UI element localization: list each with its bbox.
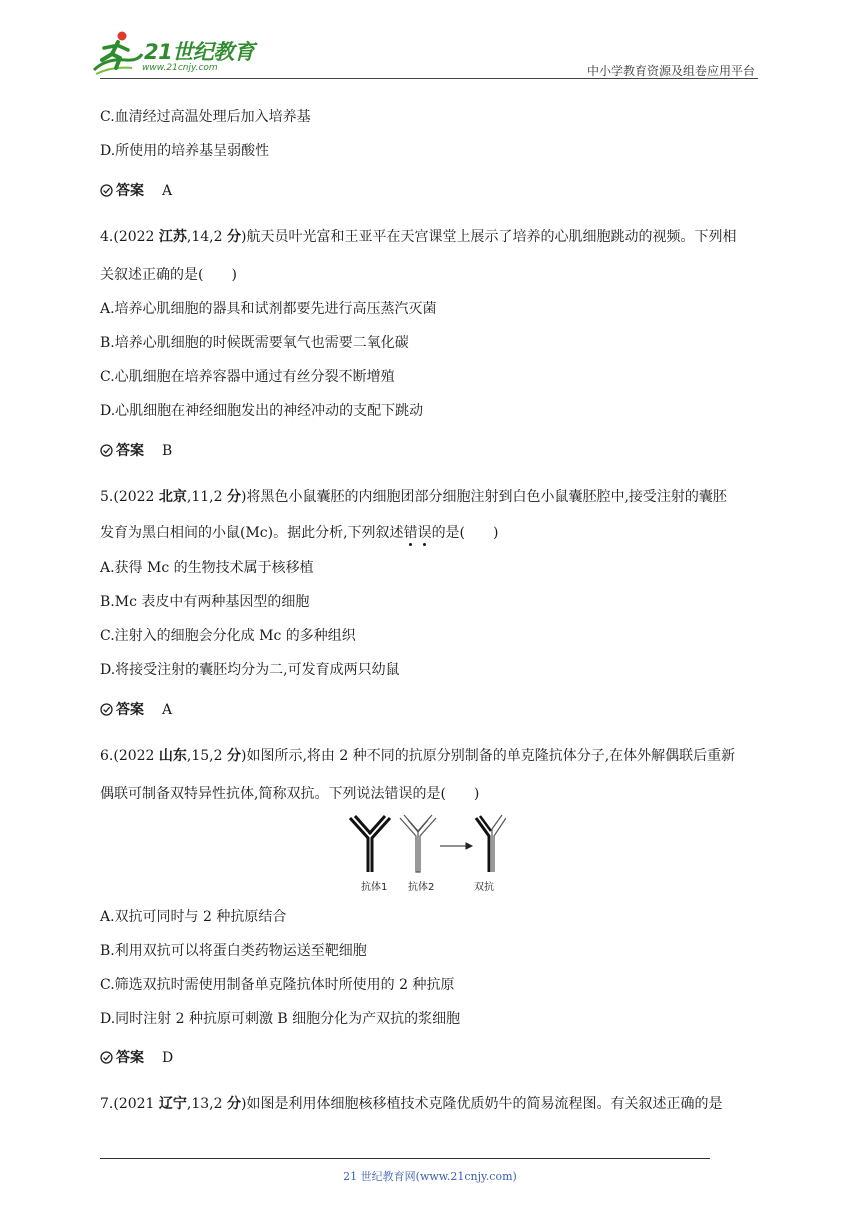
q6-stem-line2: 偶联可制备双特异性抗体,简称双抗。下列说法错误的是( ) xyxy=(100,786,480,802)
q4-stem-line1: 4.(2022 江苏,14,2 分)航天员叶光富和王亚平在天宫课堂上展示了培养的心肌细胞跳动的视频。下列相 xyxy=(100,229,737,245)
q3-option-d: D.所使用的培养基呈弱酸性 xyxy=(100,143,270,159)
q4-answer xyxy=(100,440,172,460)
q7-region: 辽宁 xyxy=(158,1096,187,1112)
q5-option-b: B.Mc 表皮中有两种基因型的细胞 xyxy=(100,594,310,610)
q6-option-d: D.同时注射 2 种抗原可刺激 B 细胞分化为产双抗的浆细胞 xyxy=(100,1011,461,1027)
figure-label-antibody-1: 抗体1 xyxy=(361,882,388,893)
q5-option-d: D.将接受注射的囊胚均分为二,可发育成两只幼鼠 xyxy=(100,662,400,678)
q6-option-a: A.双抗可同时与 2 种抗原结合 xyxy=(100,909,287,925)
answer-value: A xyxy=(162,702,173,718)
antibody-figure xyxy=(346,812,506,894)
answer-value: A xyxy=(162,183,173,199)
antibody-diagram xyxy=(346,812,506,878)
figure-label-bispecific: 双抗 xyxy=(474,882,494,893)
runner-icon xyxy=(92,30,144,76)
answer-label: 答案 xyxy=(116,443,144,459)
answer-label: 答案 xyxy=(116,702,144,718)
q4-stem-line2: 关叙述正确的是( ) xyxy=(100,267,237,283)
answer-label: 答案 xyxy=(116,1050,144,1066)
q5-region: 北京 xyxy=(158,489,187,505)
antibody-2-shape xyxy=(400,815,436,872)
answer-value: D xyxy=(162,1050,174,1066)
q5-option-c: C.注射入的细胞会分化成 Mc 的多种组织 xyxy=(100,628,356,644)
q5-option-a: A.获得 Mc 的生物技术属于核移植 xyxy=(100,560,314,576)
header-divider xyxy=(100,78,758,79)
page-header xyxy=(0,0,860,90)
answer-value: B xyxy=(162,443,173,459)
site-logo[interactable] xyxy=(92,30,262,80)
footer-link[interactable]: 21 世纪教育网(www.21cnjy.com) xyxy=(343,1170,517,1183)
bispecific-antibody-shape xyxy=(476,815,506,872)
q4-option-d: D.心肌细胞在神经细胞发出的神经冲动的支配下跳动 xyxy=(100,403,424,419)
emphasis-char: 误 xyxy=(417,525,432,541)
q6-option-b: B.利用双抗可以将蛋白类药物运送至靶细胞 xyxy=(100,943,367,959)
q6-answer xyxy=(100,1047,173,1067)
answer-label: 答案 xyxy=(116,183,144,199)
q4-option-b: B.培养心肌细胞的时候既需要氧气也需要二氧化碳 xyxy=(100,335,409,351)
q6-stem-line1: 6.(2022 山东,15,2 分)如图所示,将由 2 种不同的抗原分别制备的单克隆抗体分子,在体外解偶联后重新 xyxy=(100,748,736,764)
platform-title: 中小学教育资源及组卷应用平台 xyxy=(586,64,755,78)
q5-answer xyxy=(100,699,172,719)
q4-option-c: C.心肌细胞在培养容器中通过有丝分裂不断增殖 xyxy=(100,369,395,385)
q5-stem-line2: 发育为黑白相间的小鼠(Mc)。据此分析,下列叙述错误的是( ) xyxy=(100,525,499,541)
q7-stem-line1: 7.(2021 辽宁,13,2 分)如图是利用体细胞核移植技术克隆优质奶牛的简易流程图。有关叙述正确的是 xyxy=(100,1096,723,1112)
answer-check-icon xyxy=(100,184,113,197)
q6-option-c: C.筛选双抗时需使用制备单克隆抗体时所使用的 2 种抗原 xyxy=(100,977,455,993)
answer-check-icon xyxy=(100,703,113,716)
q3-answer xyxy=(100,180,172,200)
logo-text: 21世纪教育 xyxy=(144,40,255,64)
figure-label-antibody-2: 抗体2 xyxy=(408,882,435,893)
answer-check-icon xyxy=(100,1051,113,1064)
q4-region: 江苏 xyxy=(158,229,187,245)
arrow-icon xyxy=(440,843,472,849)
footer-divider xyxy=(100,1158,710,1159)
q4-option-a: A.培养心肌细胞的器具和试剂都要先进行高压蒸汽灭菌 xyxy=(100,301,437,317)
logo-url: www.21cnjy.com xyxy=(142,63,218,73)
q5-stem-line1: 5.(2022 北京,11,2 分)将黑色小鼠囊胚的内细胞团部分细胞注射到白色小鼠囊胚腔中,接受注射的囊胚 xyxy=(100,489,727,505)
q6-region: 山东 xyxy=(158,748,187,764)
emphasis-char: 错 xyxy=(403,525,418,541)
q3-option-c: C.血清经过高温处理后加入培养基 xyxy=(100,109,311,125)
answer-check-icon xyxy=(100,444,113,457)
antibody-1-shape xyxy=(350,816,390,872)
